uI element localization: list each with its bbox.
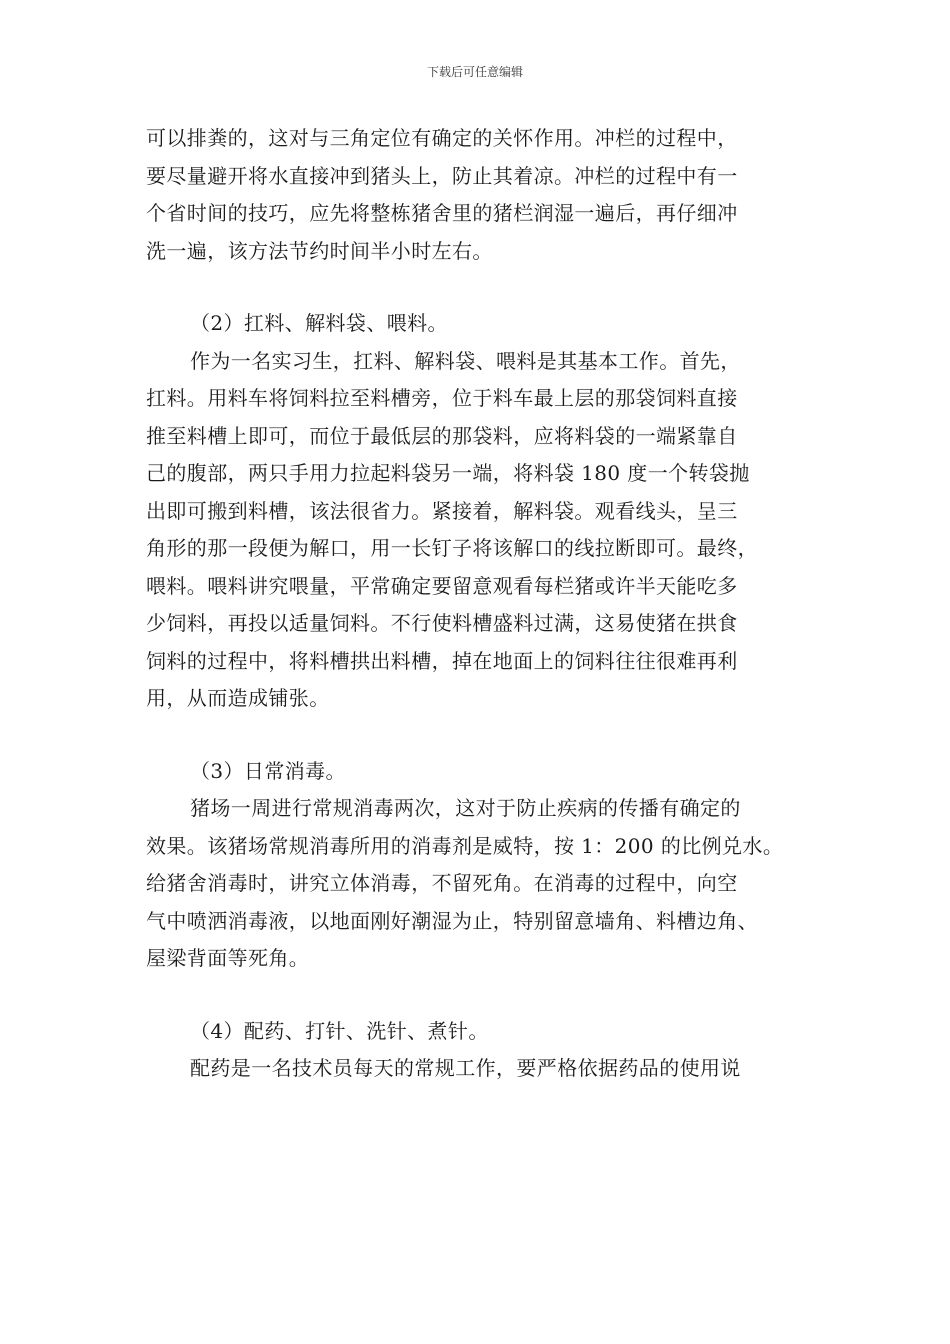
text-line: 效果。该猪场常规消毒所用的消毒剂是威特，按 1：200 的比例兑水。 <box>146 833 784 858</box>
text-line: 配药是一名技术员每天的常规工作，要严格依据药品的使用说 <box>190 1056 741 1080</box>
paragraph-medication <box>146 1050 826 1088</box>
text-line: 喂料。喂料讲究喂量，平常确定要留意观看每栏猪或许半天能吃多 <box>146 573 738 598</box>
text-line: 少饲料，再投以适量饲料。不行使料槽盛料过满，这易使猪在拱食 <box>146 611 738 635</box>
text-line: 猪场一周进行常规消毒两次，这对于防止疾病的传播有确定的 <box>190 796 741 820</box>
text-line: 己的腹部，两只手用力拉起料袋另一端，将料袋 180 度一个转袋抛 <box>146 461 750 485</box>
section-heading-feeding: （2）扛料、解料袋、喂料。 <box>190 311 448 335</box>
text-line: 扛料。用料车将饲料拉至料槽旁，位于料车最上层的那袋饲料直接 <box>146 386 738 410</box>
text-line: 个省时间的技巧，应先将整栋猪舍里的猪栏润湿一遍后，再仔细冲 <box>146 201 738 225</box>
text-line: 给猪舍消毒时，讲究立体消毒，不留死角。在消毒的过程中，向空 <box>146 871 738 895</box>
text-line: 用，从而造成铺张。 <box>146 686 330 710</box>
text-line: 饲料的过程中，将料槽拱出料槽，掉在地面上的饲料往往很难再利 <box>146 648 738 673</box>
text-line: 气中喷洒消毒液，以地面刚好潮湿为止，特别留意墙角、料槽边角、 <box>146 908 758 933</box>
text-line: 洗一遍，该方法节约时间半小时左右。 <box>146 238 493 263</box>
paragraph-flushing <box>146 120 826 270</box>
text-line: 作为一名实习生，扛料、解料袋、喂料是其基本工作。首先， <box>190 348 741 373</box>
text-line: 角形的那一段便为解口，用一长钉子将该解口的线拉断即可。最终， <box>146 536 758 560</box>
text-line: 屋梁背面等死角。 <box>146 946 310 970</box>
section-heading-disinfection: （3）日常消毒。 <box>190 758 346 783</box>
page-header-note: 下载后可任意编辑 <box>426 65 523 79</box>
text-line: 推至料槽上即可，而位于最低层的那袋料，应将料袋的一端紧靠自 <box>146 423 738 448</box>
section-heading-medication: （4）配药、打针、洗针、煮针。 <box>190 1018 489 1043</box>
document-body <box>146 120 826 1088</box>
text-line: 要尽量避开将水直接冲到猪头上，防止其着凉。冲栏的过程中有一 <box>146 163 738 188</box>
text-line: 出即可搬到料槽，该法很省力。紧接着，解料袋。观看线头，呈三 <box>146 498 738 523</box>
text-line: 可以排粪的，这对与三角定位有确定的关怀作用。冲栏的过程中， <box>146 126 738 150</box>
paragraph-disinfection <box>146 790 826 978</box>
paragraph-feeding <box>146 343 826 718</box>
